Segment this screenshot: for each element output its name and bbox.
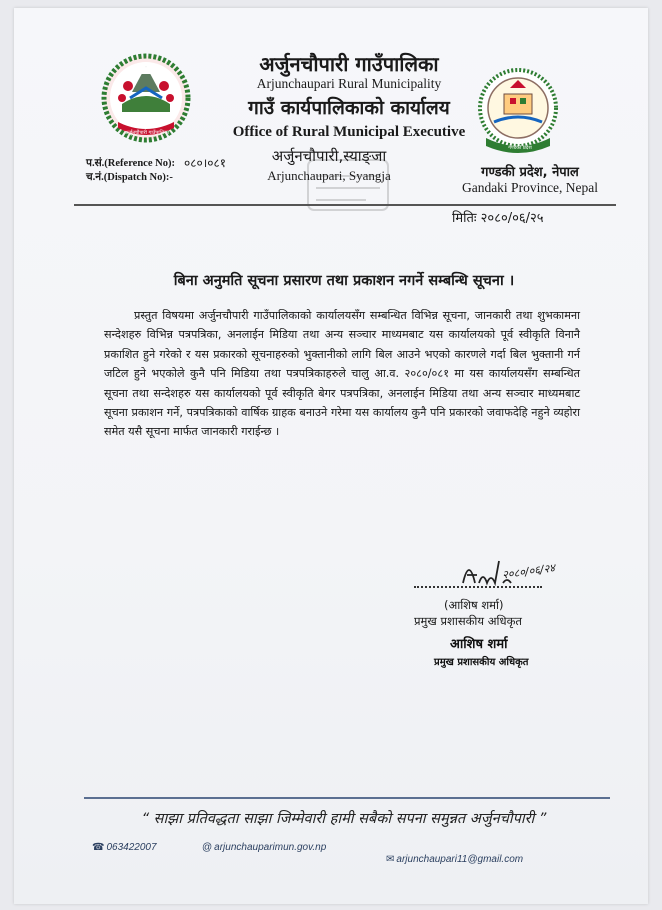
letter-page (14, 8, 648, 904)
place-en: Arjunchaupari, Syangja (267, 168, 391, 183)
email-text[interactable]: arjunchaupari11@gmail.com (396, 854, 524, 865)
municipality-name-np: अर्जुनचौपारी गाउँपालिका (259, 52, 439, 76)
notice-subject: बिना अनुमति सूचना प्रसारण तथा प्रकाशन नगर्ने सम्बन्धि सूचना । (173, 273, 515, 289)
header-divider (74, 204, 616, 206)
notice-body-text: प्रस्तुत विषयमा अर्जुनचौपारी गाउँपालिकाको कार्यालयसँग सम्बन्धित विभिन्न सूचना, जानकारी तथा शुभकामना सन्देशहरु विभिन्न पत्रपत्रिका, अनलाईन मिडिया तथा अन्य सञ्चार माध्यमबाट यस कार्यालयको पूर्व स्वीकृति विनानै प्रकाशित हुने गरेको र यस प्रकारको सूचनाहरुको भुक्तानीको लागि बिल आउने भएको कारणले गर्दा बिल भुक्तानी गर्न जटिल हुने भएकोले कुनै पनि मिडिया तथा पत्रपत्रिकाहरुले चालु आ.व. २०८०/०८१ मा यस कार्यालयसँग सम्बन्धित सूचना तथा सन्देशहरु यस कार्यालयको पूर्व स्वीकृति बेगर पत्रपत्रिका, अनलाईन मिडिया तथा अन्य सञ्चार माध्यमबाट सूचना प्रकाशन गर्ने, पत्रपत्रिकाको वार्षिक ग्राहक बनाउने गरेमा यस कार्यालय कुनै पनि प्रकारको जवाफदेहि नहुने व्यहोरा समेत यसै सूचना मार्फत जानकारी गराईन्छ । (104, 309, 580, 439)
place-np: अर्जुनचौपारी,स्याङ्जा (271, 147, 387, 165)
right-emblem-ribbon-text: गण्डकी प्रदेश (508, 145, 532, 151)
municipality-name-en: Arjunchaupari Rural Municipality (256, 76, 442, 91)
office-name-np: गाउँ कार्यपालिकाको कार्यालय (248, 97, 450, 119)
web-icon: @ (202, 842, 213, 853)
reference-value: ०८०।०८१ (184, 156, 226, 170)
stamp-designation: प्रमुख प्रशासकीय अधिकृत (434, 657, 529, 668)
notice-body (104, 306, 580, 442)
letter-date: मितिः २०८०/०६/२५ (452, 211, 544, 226)
province-np: गण्डकी प्रदेश, नेपाल (481, 165, 579, 180)
footer-email[interactable] (386, 854, 523, 865)
signatory-designation: प्रमुख प्रशासकीय अधिकृत (414, 614, 522, 628)
phone-icon: ☎ (92, 842, 105, 853)
province-en: Gandaki Province, Nepal (461, 180, 599, 195)
footer-slogan: “ साझा प्रतिवद्धता साझा जिम्मेवारी हामी सबैको सपना समुन्नत अर्जुनचौपारी ” (141, 811, 547, 827)
phone-number: 063422007 (106, 842, 157, 853)
signatory-name: (आशिष शर्मा) (444, 598, 504, 612)
footer-divider (84, 797, 610, 799)
footer-website[interactable] (202, 842, 326, 853)
signature-date: २०८०/०६/२४ (501, 561, 556, 582)
website-text[interactable]: arjunchauparimun.gov.np (214, 842, 327, 853)
stamp-name: आशिष शर्मा (450, 637, 508, 652)
office-name-en: Office of Rural Municipal Executive (232, 124, 466, 140)
footer-phone (92, 842, 157, 853)
signature-line (414, 586, 542, 588)
mail-icon: ✉ (386, 854, 395, 865)
reference-label: प.सं.(Reference No): (86, 158, 175, 169)
dispatch-label: च.नं.(Dispatch No):- (86, 172, 173, 183)
left-emblem-ribbon-text: अर्जुनचौपारी गाउँपालिका (124, 130, 170, 136)
